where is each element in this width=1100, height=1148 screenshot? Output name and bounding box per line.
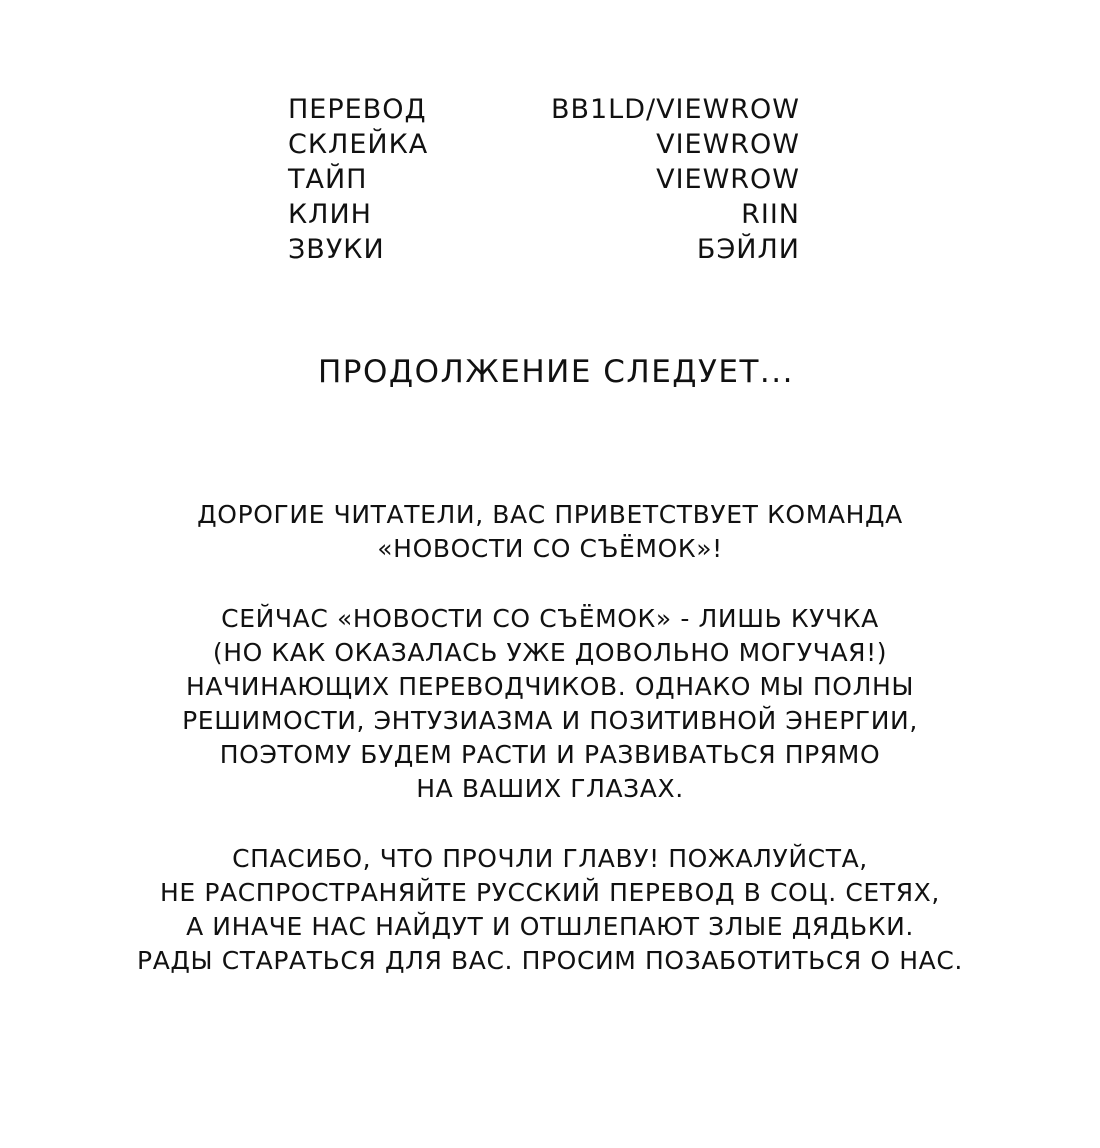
message-line: НА ВАШИХ ГЛАЗАХ. (416, 774, 684, 803)
team-message (40, 498, 1060, 1014)
credit-role: ТАЙП (288, 164, 368, 195)
credit-name: BB1LD/VIEWROW (550, 94, 800, 125)
credit-role: КЛИН (288, 199, 372, 230)
message-paragraph-greeting (40, 498, 1060, 566)
message-line: А ИНАЧЕ НАС НАЙДУТ И ОТШЛЕПАЮТ ЗЛЫЕ ДЯДЬКИ. (186, 912, 914, 941)
credit-name: VIEWROW (656, 164, 800, 195)
message-line: «НОВОСТИ СО СЪЁМОК»! (377, 534, 723, 563)
credit-name: VIEWROW (656, 129, 800, 160)
message-line: ДОРОГИЕ ЧИТАТЕЛИ, ВАС ПРИВЕТСТВУЕТ КОМАНДА (197, 500, 903, 529)
credit-row-translation (288, 92, 800, 127)
credit-name: RIIN (741, 199, 800, 230)
message-line: РЕШИМОСТИ, ЭНТУЗИАЗМА И ПОЗИТИВНОЙ ЭНЕРГИИ, (182, 706, 918, 735)
to-be-continued-heading: ПРОДОЛЖЕНИЕ СЛЕДУЕТ... (318, 354, 794, 390)
message-line: ПОЭТОМУ БУДЕМ РАСТИ И РАЗВИВАТЬСЯ ПРЯМО (219, 740, 881, 769)
credit-row-cleaning (288, 197, 800, 232)
credit-row-sounds (288, 232, 800, 267)
message-line: НАЧИНАЮЩИХ ПЕРЕВОДЧИКОВ. ОДНАКО МЫ ПОЛНЫ (185, 672, 915, 701)
message-line: СПАСИБО, ЧТО ПРОЧЛИ ГЛАВУ! ПОЖАЛУЙСТА, (232, 844, 868, 873)
credit-row-typesetting (288, 162, 800, 197)
message-line: НЕ РАСПРОСТРАНЯЙТЕ РУССКИЙ ПЕРЕВОД В СОЦ. СЕТЯХ, (160, 878, 940, 907)
credit-role: ПЕРЕВОД (288, 94, 427, 125)
credit-role: ЗВУКИ (288, 234, 385, 265)
message-line: (НО КАК ОКАЗАЛАСЬ УЖЕ ДОВОЛЬНО МОГУЧАЯ!) (212, 638, 888, 667)
credit-role: СКЛЕЙКА (288, 129, 429, 160)
message-paragraph-thanks (40, 842, 1060, 978)
message-line: РАДЫ СТАРАТЬСЯ ДЛЯ ВАС. ПРОСИМ ПОЗАБОТИТЬСЯ О НАС. (137, 946, 963, 975)
message-line: СЕЙЧАС «НОВОСТИ СО СЪЁМОК» - ЛИШЬ КУЧКА (221, 604, 879, 633)
credit-row-editing (288, 127, 800, 162)
credit-name: БЭЙЛИ (696, 234, 800, 265)
message-paragraph-about (40, 602, 1060, 806)
credits-block (288, 92, 800, 267)
